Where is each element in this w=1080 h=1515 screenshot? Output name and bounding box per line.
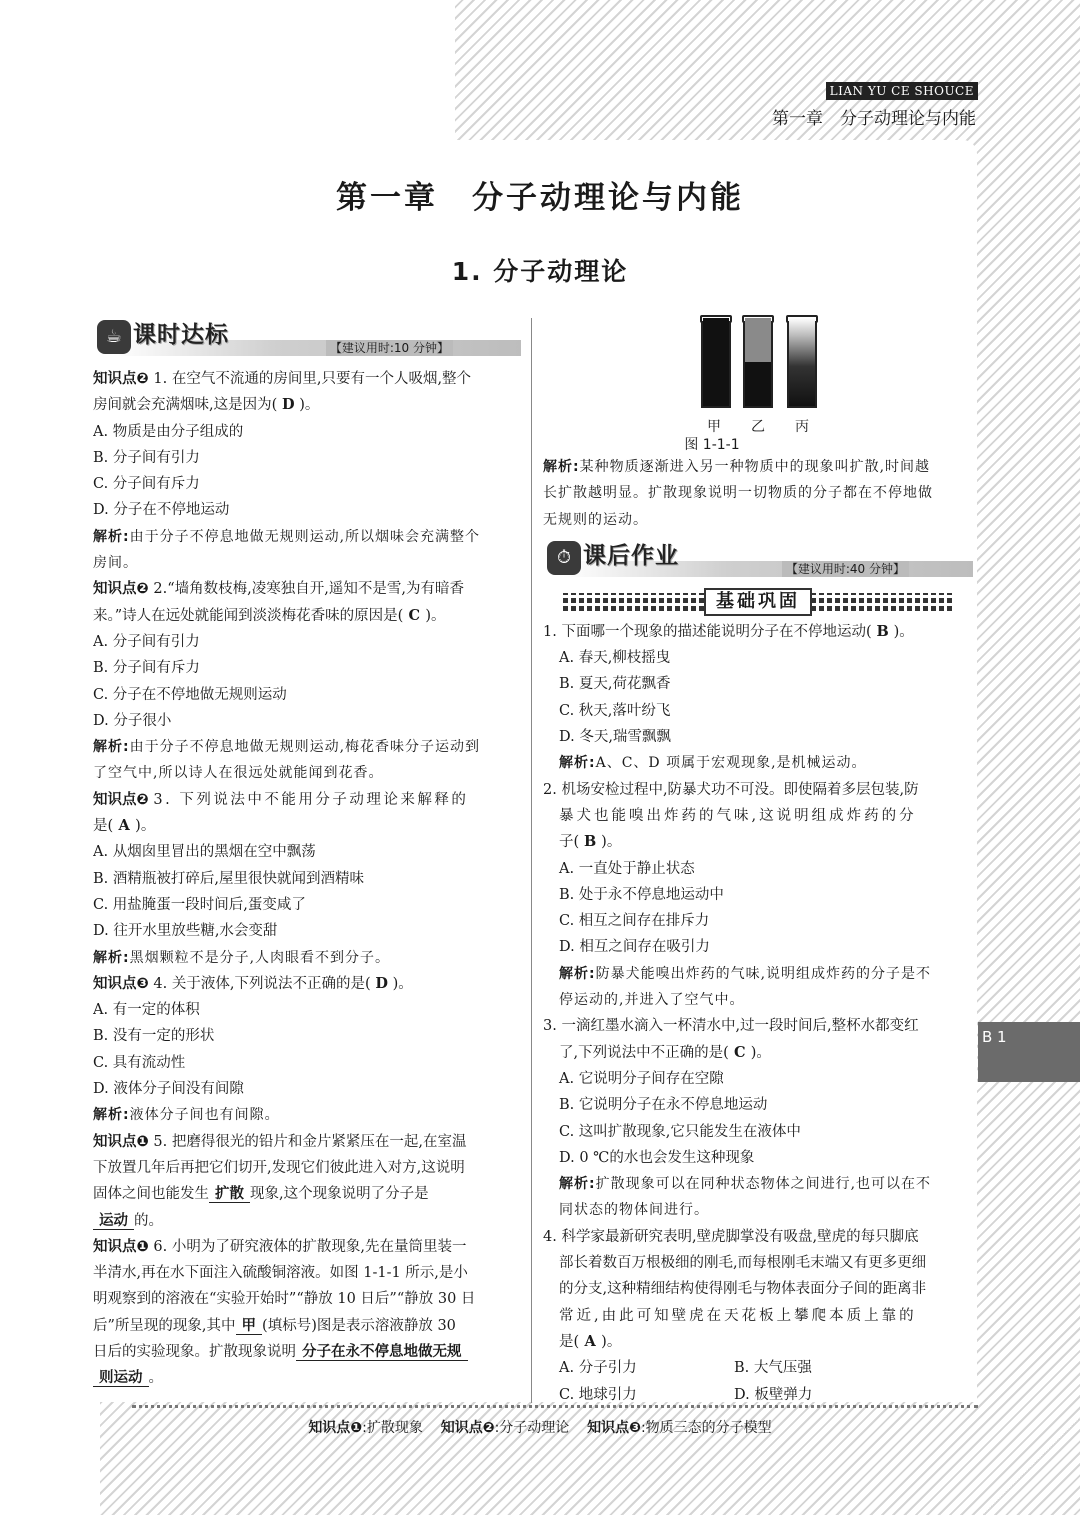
analysis-text: 由于分子不停息地做无规则运动,梅花香味分子运动到 bbox=[129, 739, 481, 756]
option: C. 相互之间存在排斥力 bbox=[559, 913, 710, 930]
knowledge-point-tag: 知识点❷ bbox=[93, 371, 149, 387]
question-text: 的分支,这种精细结构使得刚毛与物体表面分子间的距离非 bbox=[559, 1281, 927, 1298]
option: A. 从烟囱里冒出的黑烟在空中飘荡 bbox=[93, 844, 316, 861]
filled-blank: 运动 bbox=[93, 1212, 134, 1230]
analysis-text: 了空气中,所以诗人在很远处就能闻到花香。 bbox=[93, 765, 384, 782]
banner-title: 课后作业 bbox=[583, 542, 679, 569]
filled-blank: 则运动 bbox=[93, 1369, 149, 1387]
question-text: 4. 关于液体,下列说法不正确的是( bbox=[153, 975, 371, 992]
hw-question-4 bbox=[543, 1224, 973, 1408]
question-text: )。 bbox=[299, 397, 320, 414]
question-text: 房间就会充满烟味,这是因为( bbox=[93, 397, 278, 414]
question-text: 。 bbox=[148, 1370, 163, 1387]
question-text: 3. 一滴红墨水滴入一杯清水中,过一段时间后,整杯水都变红 bbox=[543, 1018, 919, 1035]
option: C. 分子间有斥力 bbox=[93, 476, 200, 493]
cylinder-jia bbox=[701, 318, 731, 408]
option: D. 分子在不停地运动 bbox=[93, 502, 230, 519]
figure-caption: 图 1-1-1 bbox=[684, 437, 740, 453]
footer-divider bbox=[132, 1405, 978, 1408]
homework-banner bbox=[543, 539, 973, 583]
option: C. 用盐腌蛋一段时间后,蛋变咸了 bbox=[93, 896, 306, 913]
knowledge-point-tag: 知识点❶ bbox=[93, 1238, 149, 1255]
option: D. 冬天,瑞雪飘飘 bbox=[559, 729, 671, 746]
answer: B bbox=[876, 622, 889, 640]
filled-blank: 扩散 bbox=[209, 1185, 250, 1203]
hw-question-1 bbox=[543, 619, 973, 777]
question-text: 5. 把磨得很光的铅片和金片紧紧压在一起,在室温 bbox=[153, 1133, 467, 1150]
filled-blank: 甲 bbox=[236, 1317, 263, 1335]
cylinder-yi bbox=[743, 318, 773, 408]
option: A. 有一定的体积 bbox=[93, 1002, 200, 1019]
subsection-title: 基础巩固 bbox=[704, 588, 812, 616]
question-text: )。 bbox=[601, 834, 622, 851]
analysis-text: 由于分子不停息地做无规则运动,所以烟味会充满整个 bbox=[129, 528, 481, 545]
option: B. 它说明分子在永不停息地运动 bbox=[559, 1097, 768, 1114]
analysis-text: 液体分子间也有间隙。 bbox=[129, 1107, 280, 1124]
hw-question-3 bbox=[543, 1013, 973, 1223]
question-text: 子( bbox=[559, 834, 580, 851]
page-number: B 1 bbox=[982, 1028, 1007, 1046]
option: B. 分子间有斥力 bbox=[93, 660, 200, 677]
question-text: 2. 机场安检过程中,防暴犬功不可没。即使隔着多层包装,防 bbox=[543, 781, 919, 798]
option: D. 往开水里放些糖,水会变甜 bbox=[93, 923, 278, 940]
answer: C bbox=[408, 606, 421, 624]
question-text: 固体之间也能发生 bbox=[93, 1186, 209, 1203]
option: B. 夏天,荷花飘香 bbox=[559, 676, 671, 693]
option: C. 这叫扩散现象,它只能发生在液体中 bbox=[559, 1123, 801, 1140]
analysis-text: A、C、D 项属于宏观现象,是机械运动。 bbox=[595, 755, 867, 772]
question-text: 2.“墙角数枝梅,凌寒独自开,遥知不是雪,为有暗香 bbox=[153, 581, 464, 598]
analysis-text: 无规则的运动。 bbox=[543, 511, 648, 528]
analysis-text: 某种物质逐渐进入另一种物质中的现象叫扩散,时间越 bbox=[579, 459, 931, 475]
footer-kp-3: 知识点❸ bbox=[587, 1420, 641, 1436]
option: C. 分子在不停地做无规则运动 bbox=[93, 686, 287, 703]
question-6 bbox=[93, 1234, 521, 1392]
question-text: 日后的实验现象。扩散现象说明 bbox=[93, 1343, 296, 1360]
question-text: 半清水,再在水下面注入硫酸铜溶液。如图 1-1-1 所示,是小 bbox=[93, 1265, 468, 1282]
running-header: 第一章 分子动理论与内能 bbox=[772, 109, 976, 129]
question-text: 1. 下面哪一个现象的描述能说明分子在不停地运动( bbox=[543, 623, 872, 640]
water-layer bbox=[745, 318, 771, 362]
question-text: 是( bbox=[559, 1333, 580, 1350]
knowledge-point-tag: 知识点❸ bbox=[93, 975, 149, 992]
section-title: 1. 分子动理论 bbox=[451, 257, 629, 286]
question-text: )。 bbox=[750, 1044, 771, 1061]
question-text: 3. 下列说法中不能用分子动理论来解释的 bbox=[153, 791, 469, 808]
footer-kp-1: 知识点❶ bbox=[308, 1420, 363, 1436]
subsection-header bbox=[543, 587, 973, 617]
analysis-text: 房间。 bbox=[93, 555, 138, 572]
question-text: 现象,这个现象说明了分子是 bbox=[250, 1186, 429, 1203]
answer: C bbox=[733, 1043, 746, 1061]
option: B. 处于永不停息地运动中 bbox=[559, 886, 724, 903]
question-text: 明观察到的溶液在“实验开始时”“静放 10 日后”“静放 30 日 bbox=[93, 1291, 476, 1308]
question-text: 暴犬也能嗅出炸药的气味,这说明组成炸药的分 bbox=[559, 807, 917, 824]
option: C. 地球引力 bbox=[559, 1386, 637, 1403]
cylinder-bing bbox=[787, 318, 817, 408]
analysis-text: 停运动的,并进入了空气中。 bbox=[559, 992, 745, 1009]
footer-legend bbox=[0, 1417, 1080, 1437]
question-text: (填标号)图是表示溶液静放 30 bbox=[262, 1317, 456, 1334]
analysis-label: 解析: bbox=[93, 949, 130, 966]
question-3 bbox=[93, 787, 521, 971]
series-label: LIAN YU CE SHOUCE bbox=[826, 82, 978, 100]
hw-question-2 bbox=[543, 777, 973, 1014]
analysis-text: 长扩散越明显。扩散现象说明一切物质的分子都在不停地做 bbox=[543, 485, 933, 502]
suggested-time: 【建议用时:10 分钟】 bbox=[326, 340, 453, 356]
right-column bbox=[543, 318, 973, 1408]
option: D. 分子很小 bbox=[93, 712, 172, 729]
option: A. 一直处于静止状态 bbox=[559, 860, 695, 877]
footer-kp-2: 知识点❷ bbox=[440, 1420, 495, 1436]
option: D. 液体分子间没有间隙 bbox=[93, 1081, 244, 1098]
analysis-label: 解析: bbox=[93, 739, 130, 756]
chapter-title: 第一章 分子动理论与内能 bbox=[336, 180, 744, 216]
option: D. 板壁弹力 bbox=[734, 1386, 813, 1403]
question-text: 6. 小明为了研究液体的扩散现象,先在量筒里装一 bbox=[153, 1238, 467, 1255]
analysis-label: 解析: bbox=[93, 528, 130, 545]
solution-fill bbox=[703, 318, 729, 406]
figure-label: 丙 bbox=[795, 419, 809, 435]
cup-icon: ☕ bbox=[97, 320, 131, 354]
option: B. 大气压强 bbox=[734, 1360, 812, 1377]
question-4 bbox=[93, 971, 521, 1129]
question-text: 下放置几年后再把它们切开,发现它们彼此进入对方,这说明 bbox=[93, 1159, 465, 1176]
page-tab bbox=[978, 1022, 1080, 1082]
question-text: )。 bbox=[135, 818, 156, 835]
analysis-label: 解析: bbox=[543, 459, 580, 475]
question-text: )。 bbox=[601, 1333, 622, 1350]
question-text: )。 bbox=[893, 623, 914, 640]
analysis-label: 解析: bbox=[93, 1107, 130, 1124]
question-text: 了,下列说法中不正确的是( bbox=[559, 1044, 729, 1061]
knowledge-point-tag: 知识点❷ bbox=[93, 581, 149, 598]
footer-text-3: :物质三态的分子模型 bbox=[640, 1420, 772, 1436]
banner-title: 课时达标 bbox=[133, 322, 229, 348]
column-divider bbox=[531, 318, 532, 1403]
question-text: 的。 bbox=[134, 1212, 163, 1229]
option: B. 分子间有引力 bbox=[93, 449, 200, 466]
question-2 bbox=[93, 576, 521, 786]
option: B. 酒精瓶被打碎后,屋里很快就闻到酒精味 bbox=[93, 870, 364, 887]
answer: D bbox=[281, 396, 295, 414]
option: A. 物质是由分子组成的 bbox=[93, 423, 244, 440]
figure-label: 甲 bbox=[707, 419, 721, 435]
question-text: 4. 科学家最新研究表明,壁虎脚掌没有吸盘,壁虎的每只脚底 bbox=[543, 1228, 919, 1245]
analysis-label: 解析: bbox=[559, 1176, 596, 1193]
figure-1-1-1 bbox=[543, 318, 973, 454]
analysis-label: 解析: bbox=[559, 965, 596, 982]
option: B. 没有一定的形状 bbox=[93, 1028, 215, 1045]
option: C. 秋天,落叶纷飞 bbox=[559, 702, 671, 719]
answer: A bbox=[584, 1332, 596, 1350]
answer: B bbox=[584, 833, 597, 851]
question-text: 部长着数百万根极细的刚毛,而每根刚毛末端又有更多更细 bbox=[559, 1255, 927, 1272]
footer-text-1: :扩散现象 bbox=[362, 1420, 423, 1436]
answer: A bbox=[118, 817, 130, 835]
analysis-text: 黑烟颗粒不是分子,人肉眼看不到分子。 bbox=[129, 949, 391, 966]
analysis-text: 防暴犬能嗅出炸药的气味,说明组成炸药的分子是不 bbox=[595, 965, 932, 982]
option: A. 它说明分子间存在空隙 bbox=[559, 1070, 724, 1087]
option: D. 相互之间存在吸引力 bbox=[559, 939, 710, 956]
question-text: 后”所呈现的现象,其中 bbox=[93, 1317, 236, 1334]
question-5 bbox=[93, 1129, 521, 1234]
figure-label: 乙 bbox=[751, 419, 765, 435]
figure-analysis bbox=[543, 454, 973, 533]
knowledge-point-tag: 知识点❷ bbox=[93, 791, 149, 808]
question-1 bbox=[93, 366, 521, 576]
question-text: 1. 在空气不流通的房间里,只要有一个人吸烟,整个 bbox=[153, 371, 472, 387]
solution-fill bbox=[745, 362, 771, 406]
option: C. 具有流动性 bbox=[93, 1054, 186, 1071]
option: A. 分子间有引力 bbox=[93, 633, 200, 650]
answer: D bbox=[375, 974, 388, 992]
filled-blank: 分子在永不停息地做无规 bbox=[296, 1343, 468, 1361]
question-text: )。 bbox=[392, 975, 413, 992]
analysis-label: 解析: bbox=[559, 755, 596, 772]
question-text: )。 bbox=[425, 607, 446, 624]
analysis-text: 同状态的物体间进行。 bbox=[559, 1202, 709, 1219]
analysis-text: 扩散现象可以在同种状态物体之间进行,也可以在不 bbox=[595, 1176, 932, 1193]
option: A. 分子引力 bbox=[559, 1360, 637, 1377]
lesson-banner bbox=[93, 318, 521, 362]
knowledge-point-tag: 知识点❶ bbox=[93, 1133, 149, 1150]
question-text: 是( bbox=[93, 818, 114, 835]
clock-icon: ⏱ bbox=[547, 541, 581, 575]
left-column bbox=[93, 318, 521, 1392]
footer-text-2: :分子动理论 bbox=[494, 1420, 570, 1436]
question-text: 常近,由此可知壁虎在天花板上攀爬本质上靠的 bbox=[559, 1307, 917, 1324]
question-text: 来。”诗人在远处就能闻到淡淡梅花香味的原因是( bbox=[93, 607, 404, 624]
solution-fill bbox=[789, 318, 815, 406]
option: D. 0 ℃的水也会发生这种现象 bbox=[559, 1149, 755, 1166]
option: A. 春天,柳枝摇曳 bbox=[559, 650, 671, 667]
suggested-time: 【建议用时:40 分钟】 bbox=[782, 561, 909, 577]
